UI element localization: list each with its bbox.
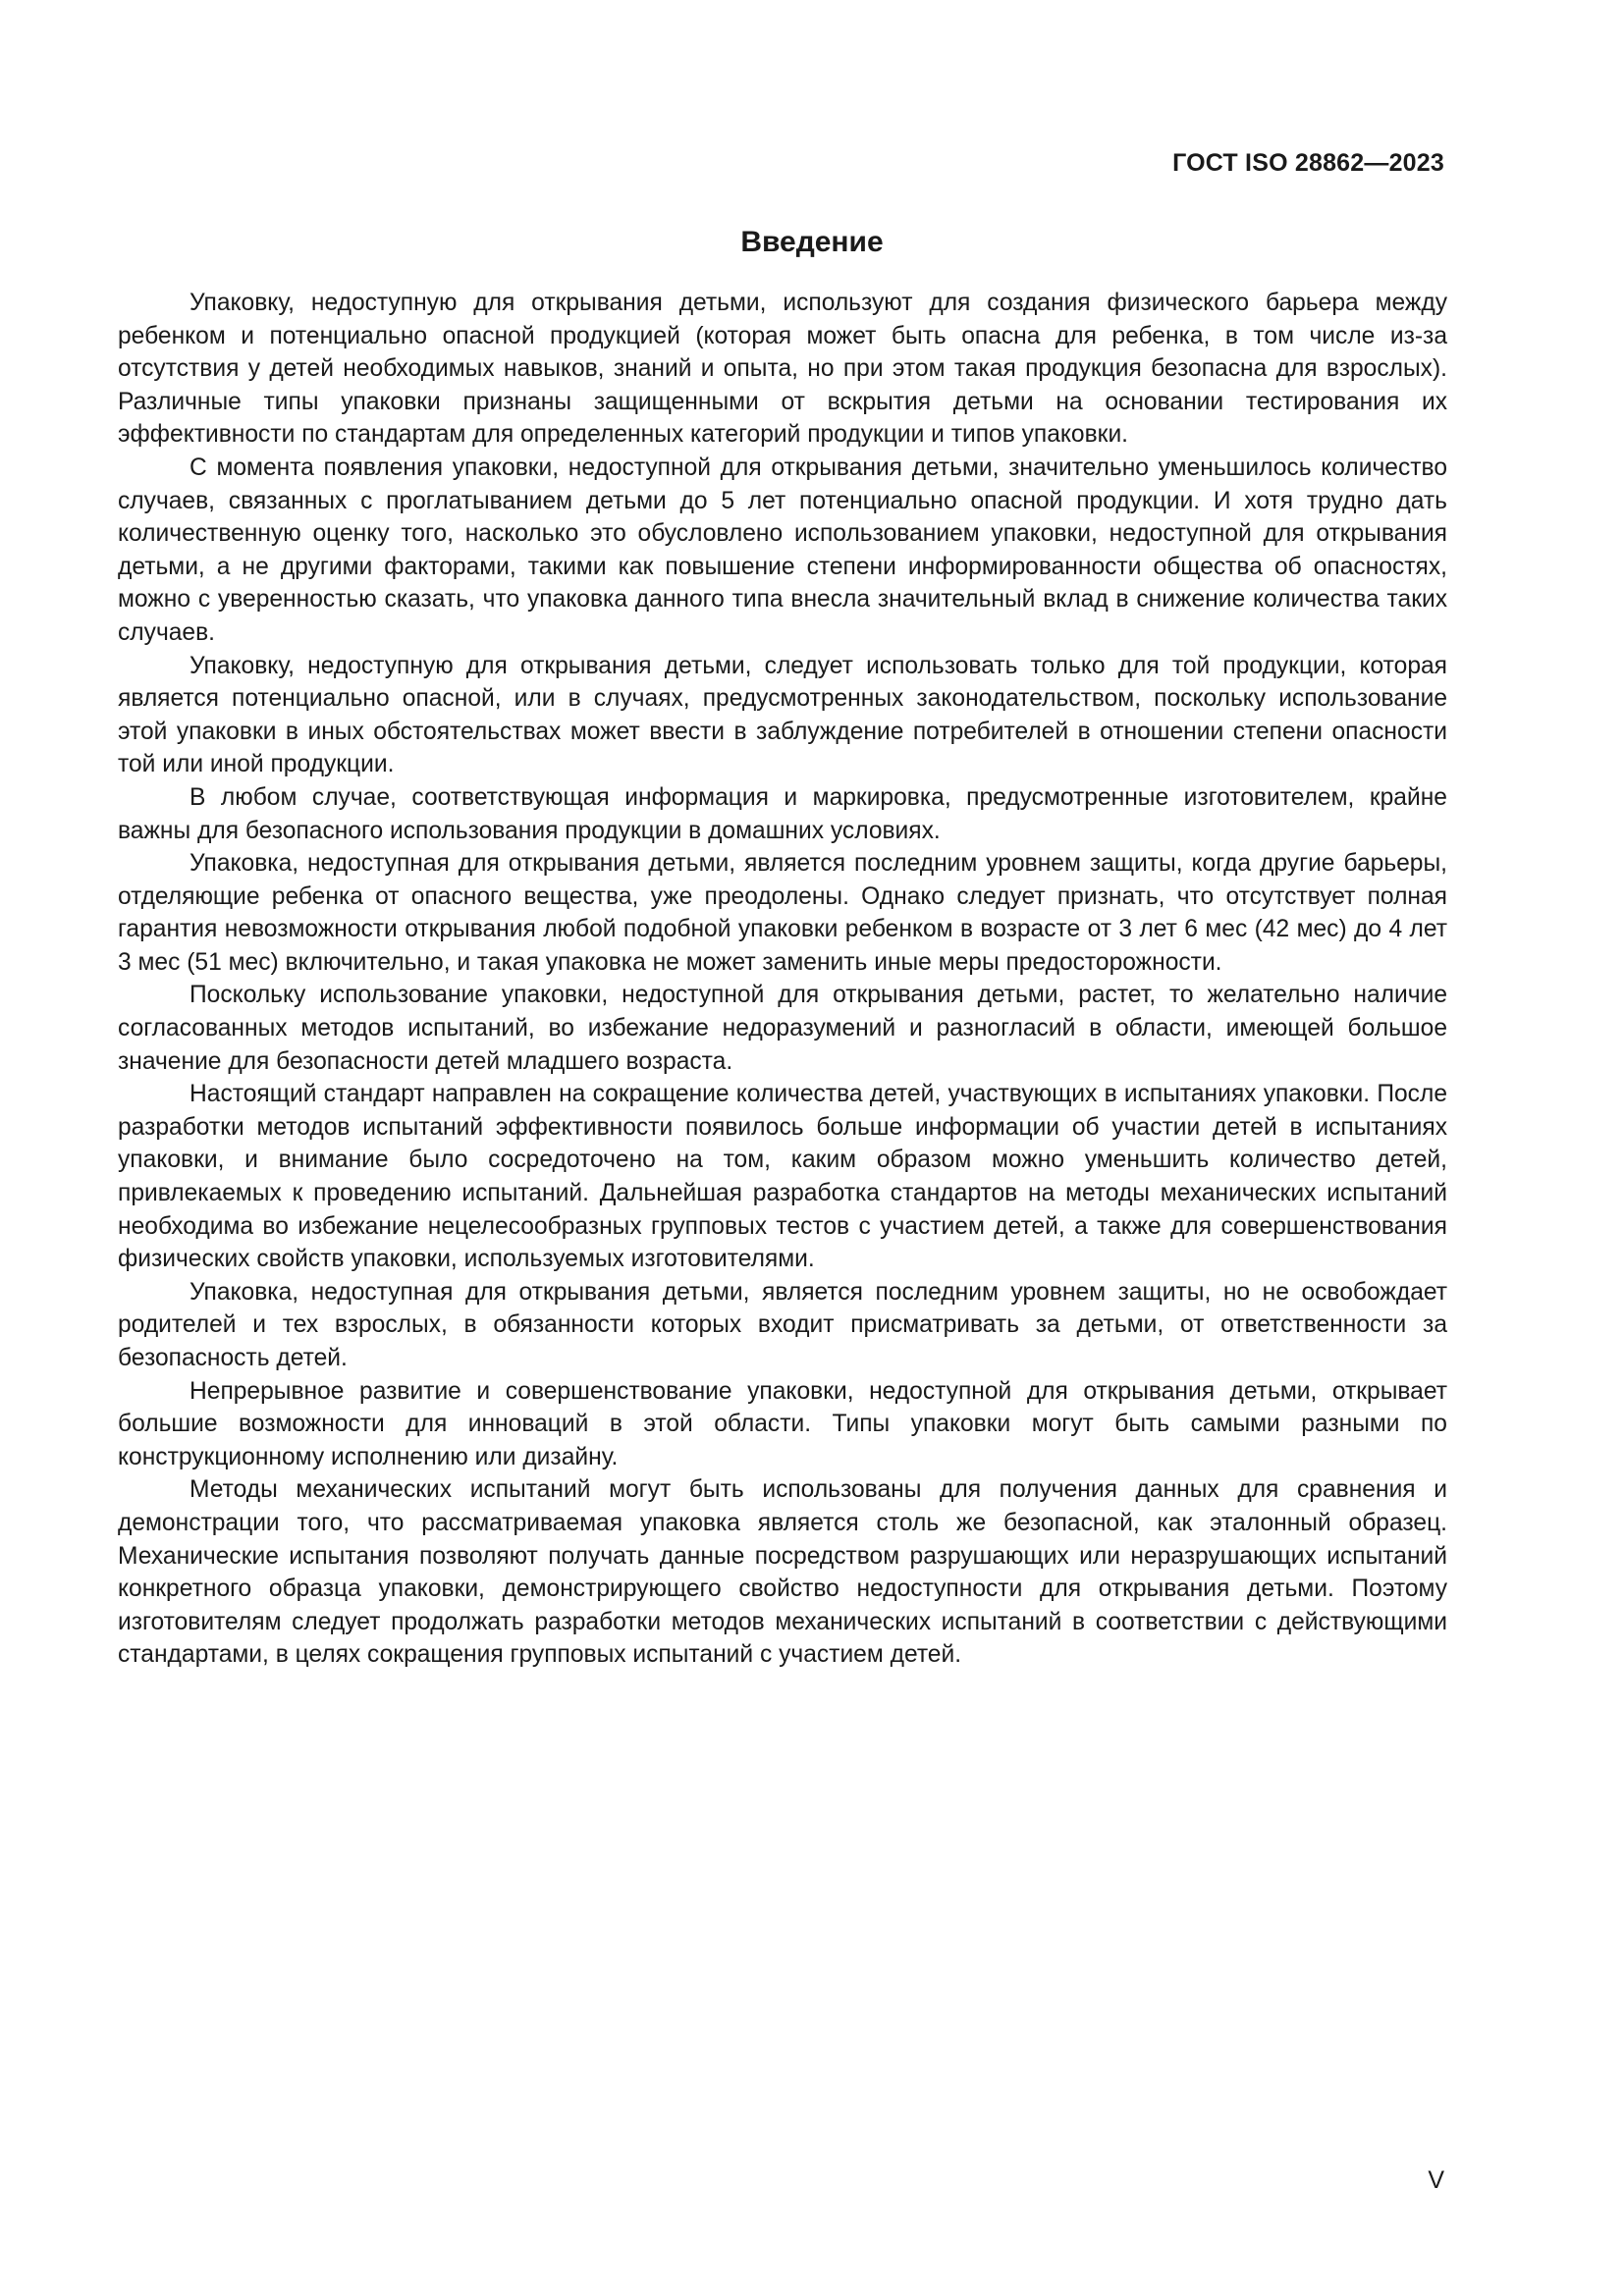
document-code-header: ГОСТ ISO 28862—2023 [1172,149,1444,177]
paragraph-8: Упаковка, недоступная для открывания детьми, является последним уровнем защиты, но не освобождает родителей и тех взрослых, в обязанности которых входит присматривать за детьми, от ответственности за безопасность детей. [118,1278,1447,1371]
page-number: V [1428,2166,1444,2194]
body-text [118,287,1447,1672]
paragraph-2: С момента появления упаковки, недоступной для открывания детьми, значительно уменьшилось количество случаев, связанных с проглатыванием детьми до 5 лет потенциально опасной продукции. И хотя трудно дать количественную оценку того, насколько это обусловлено использованием упаковки, недоступной для открывания детьми, а не другими факторами, такими как повышение степени информированности общества об опасностях, можно с уверенностью сказать, что упаковка данного типа внесла значительный вклад в снижение количества таких случаев. [118,454,1447,646]
paragraph-4: В любом случае, соответствующая информация и маркировка, предусмотренные изготовителем, крайне важны для безопасного использования продукции в домашних условиях. [118,783,1447,844]
paragraph-6: Поскольку использование упаковки, недоступной для открывания детьми, растет, то желательно наличие согласованных методов испытаний, во избежание недоразумений и разногласий в области, имеющей большое значение для безопасности детей младшего возраста. [118,982,1447,1075]
paragraph-5: Упаковка, недоступная для открывания детьми, является последним уровнем защиты, когда другие барьеры, отделяющие ребенка от опасного вещества, уже преодолены. Однако следует признать, что отсутствует полная гарантия невозможности открывания любой подобной упаковки ребенком в возрасте от 3 лет 6 мес (42 мес) до 4 лет 3 мес (51 мес) включительно, и такая упаковка не может заменить иные меры предосторожности. [118,850,1447,976]
paragraph-7: Настоящий стандарт направлен на сокращение количества детей, участвующих в испытаниях упаковки. После разработки методов испытаний эффективности появилось больше информации об участии детей в испытаниях упаковки, и внимание было сосредоточено на том, каким образом можно уменьшить количество детей, привлекаемых к проведению испытаний. Дальнейшая разработка стандартов на методы механических испытаний необходима во избежание нецелесообразных групповых тестов с участием детей, а также для совершенствования физических свойств упаковки, используемых изготовителями. [118,1081,1447,1273]
paragraph-1: Упаковку, недоступную для открывания детьми, используют для создания физического барьера между ребенком и потенциально опасной продукцией (которая может быть опасна для ребенка, в том числе из-за отсутствия у детей необходимых навыков, знаний и опыта, но при этом такая продукция безопасна для взрослых). Различные типы упаковки признаны защищенными от вскрытия детьми на основании тестирования их эффективности по стандартам для определенных категорий продукции и типов упаковки. [118,290,1447,449]
section-title: Введение [740,226,884,258]
paragraph-10: Методы механических испытаний могут быть использованы для получения данных для сравнения и демонстрации того, что рассматриваемая упаковка является столь же безопасной, как эталонный образец. Механические испытания позволяют получать данные посредством разрушающих или неразрушающих испытаний конкретного образца упаковки, демонстрирующего свойство недоступности для открывания детьми. Поэтому изготовителям следует продолжать разработки методов механических испытаний в соответствии с действующими стандартами, в целях сокращения групповых испытаний с участием детей. [118,1476,1447,1669]
paragraph-3: Упаковку, недоступную для открывания детьми, следует использовать только для той продукции, которая является потенциально опасной, или в случаях, предусмотренных законодательством, поскольку использование этой упаковки в иных обстоятельствах может ввести в заблуждение потребителей в отношении степени опасности той или иной продукции. [118,652,1447,778]
paragraph-9: Непрерывное развитие и совершенствование упаковки, недоступной для открывания детьми, открывает большие возможности для инноваций в этой области. Типы упаковки могут быть самыми разными по конструкционному исполнению или дизайну. [118,1377,1447,1470]
